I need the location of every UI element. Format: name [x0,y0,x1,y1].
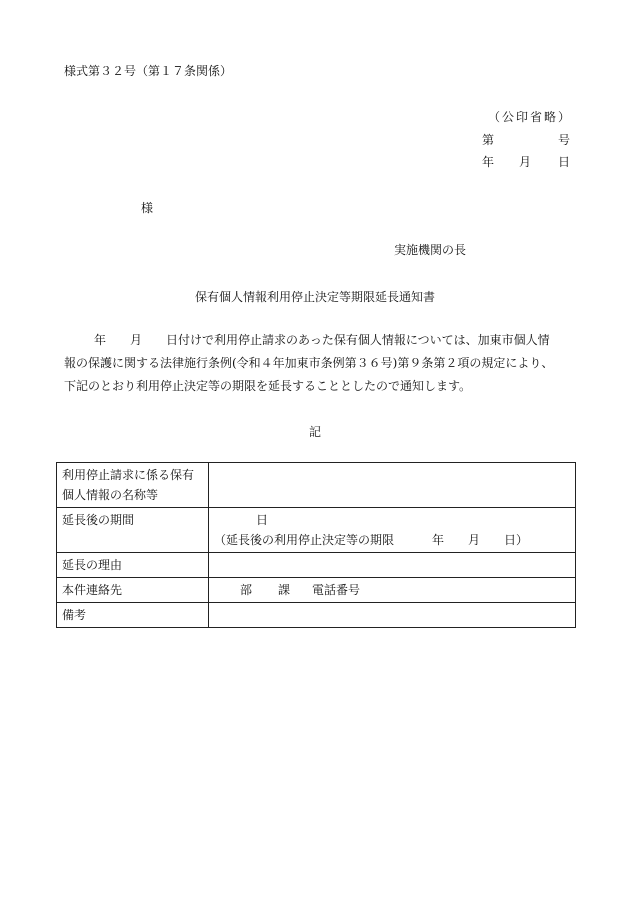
body-line-1 [64,329,584,352]
contact-department: 部 [240,583,253,597]
row-label-request-info [57,463,209,508]
deadline-year: 年 [432,533,445,547]
sender-title: 実施機関の長 [394,243,467,257]
table-row [57,508,576,553]
contact-phone-label: 電話番号 [312,583,361,597]
extended-days [214,510,570,530]
body-line-1-text: 日付けで利用停止請求のあった保有個人情報については、加東市個人情 [166,333,550,347]
day-unit: 日 [256,513,269,527]
table-row [57,463,576,508]
details-table [56,462,576,628]
body-month: 月 [130,333,143,347]
seal-omitted-note: （公印省略） [488,110,573,124]
deadline-note-prefix: （延長後の利用停止決定等の期限 [214,533,395,547]
body-year: 年 [94,333,107,347]
body-paragraph [64,329,584,398]
row-value-reason [209,553,576,578]
row-label-line: 個人情報の名称等 [62,488,159,502]
row-value-remarks [209,603,576,628]
ki-heading: 記 [308,425,321,439]
body-line-3: 下記のとおり利用停止決定等の期限を延長することとしたので通知します。 [64,379,472,393]
row-label-reason: 延長の理由 [57,553,209,578]
document-number-suffix: 号 [558,133,571,147]
document-title: 保有個人情報利用停止決定等期限延長通知書 [194,290,435,304]
row-label-contact: 本件連絡先 [57,578,209,603]
body-line-2: 報の保護に関する法律施行条例(令和４年加東市条例第３６号)第９条第２項の規定により、 [64,356,554,370]
extended-deadline-note [214,530,570,550]
row-value-contact [209,578,576,603]
row-value-request-info [209,463,576,508]
date-day-label: 日 [558,155,571,169]
row-label-extended-period: 延長後の期間 [57,508,209,553]
row-label-remarks: 備考 [57,603,209,628]
date-month-label: 月 [519,155,532,169]
table-row [57,603,576,628]
document-number-label: 第 [482,133,495,147]
deadline-day: 日） [504,533,529,547]
row-value-extended-period [209,508,576,553]
table-row [57,553,576,578]
date-year-label: 年 [482,155,495,169]
form-number: 様式第３２号（第１７条関係） [64,64,233,78]
table-row [57,578,576,603]
row-label-line: 利用停止請求に係る保有 [62,468,195,482]
deadline-month: 月 [468,533,481,547]
recipient-honorific: 様 [141,201,154,215]
contact-section: 課 [278,583,291,597]
